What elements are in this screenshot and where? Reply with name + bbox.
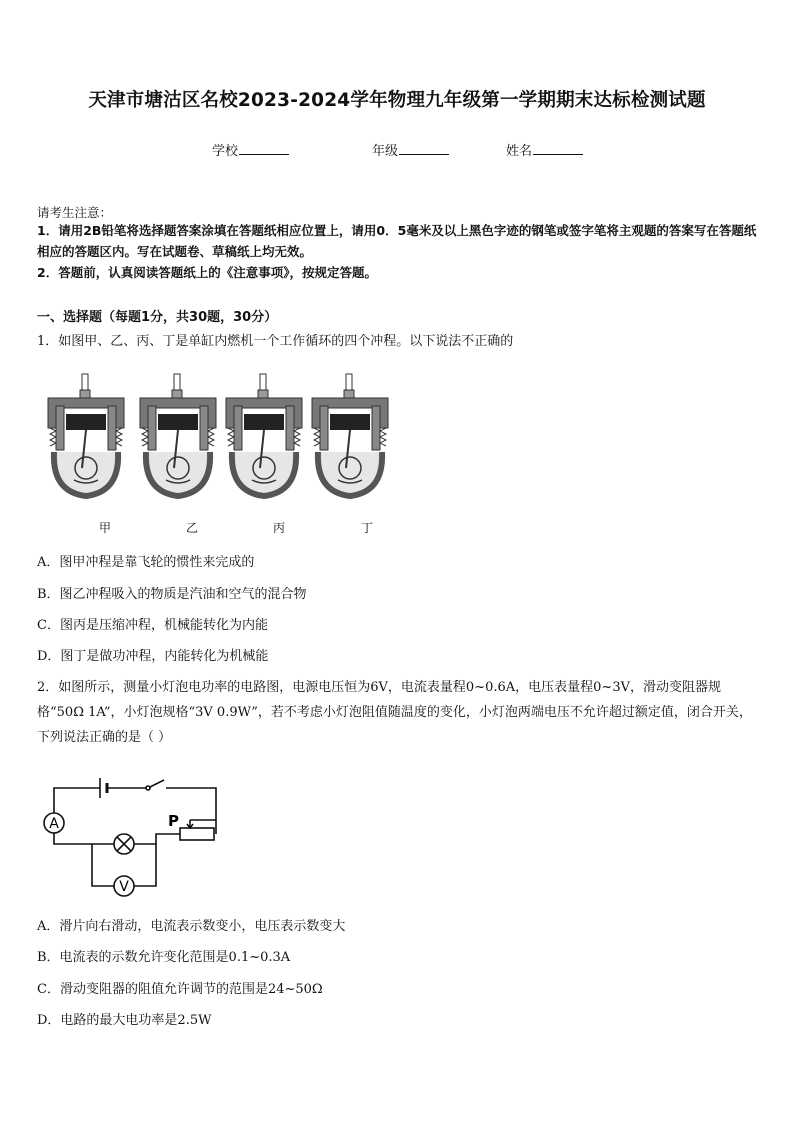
engine-ding xyxy=(312,374,388,496)
school-label: 学校 xyxy=(212,144,239,159)
engine-jia xyxy=(48,374,124,496)
q1-option-b: B．图乙冲程吸入的物质是汽油和空气的混合物 xyxy=(37,587,307,602)
circuit-figure xyxy=(40,776,230,900)
grade-blank xyxy=(399,142,449,155)
name-field xyxy=(506,140,583,159)
q2-option-a: A．滑片向右滑动，电流表示数变小，电压表示数变大 xyxy=(37,919,346,934)
engine-label-ding: 丁 xyxy=(361,521,374,535)
q2-stem: 2．如图所示，测量小灯泡电功率的电路图，电源电压恒为6V，电流表量程0~0.6A，电压表量程0~3V，滑动变阻器规格“50Ω 1A”，小灯泡规格“3V 0.9W”，若不考虑小灯泡阻值随温度的变化，小灯泡两端电压不允许超过额定值，闭合开关，下列说法正确的是（ ） xyxy=(37,680,752,745)
school-blank xyxy=(239,142,289,155)
engine-label-jia: 甲 xyxy=(99,521,112,535)
notice-item-1: 1．请用2B铅笔将选择题答案涂填在答题纸相应位置上，请用0．5毫米及以上黑色字迹的钢笔或签字笔将主观题的答案写在答题纸相应的答题区内。写在试题卷、草稿纸上均无效。 xyxy=(37,223,757,259)
engine-bing xyxy=(226,374,302,496)
notice-item-2: 2．答题前，认真阅读答题纸上的《注意事项》，按规定答题。 xyxy=(37,265,377,280)
engine-label-yi: 乙 xyxy=(186,521,199,535)
page-title: 天津市塘沽区名校2023-2024学年物理九年级第一学期期末达标检测试题 xyxy=(88,90,706,111)
voltmeter-icon xyxy=(114,876,134,896)
section-heading: 一、选择题（每题1分，共30题，30分） xyxy=(37,310,278,325)
q1-option-d: D．图丁是做功冲程，内能转化为机械能 xyxy=(37,649,269,664)
q1-option-a: A．图甲冲程是靠飞轮的惯性来完成的 xyxy=(37,555,255,570)
engine-label-bing: 丙 xyxy=(273,521,286,535)
q2-option-c: C．滑动变阻器的阻值允许调节的范围是24~50Ω xyxy=(37,982,323,997)
grade-field xyxy=(372,140,449,159)
svg-text:V: V xyxy=(119,879,129,895)
q2-option-d: D．电路的最大电功率是2.5W xyxy=(37,1013,212,1028)
slider-label: P xyxy=(168,812,179,830)
lamp-icon xyxy=(114,834,134,854)
name-label: 姓名 xyxy=(506,144,533,159)
q1-option-c: C．图丙是压缩冲程，机械能转化为内能 xyxy=(37,618,268,633)
school-field xyxy=(212,140,289,159)
q2-option-b: B．电流表的示数允许变化范围是0.1~0.3A xyxy=(37,950,291,965)
name-blank xyxy=(533,142,583,155)
engine-yi xyxy=(140,374,216,496)
notice-heading: 请考生注意： xyxy=(37,205,113,220)
svg-text:A: A xyxy=(49,816,59,832)
grade-label: 年级 xyxy=(372,144,399,159)
engine-strokes-figure xyxy=(40,368,400,513)
q1-stem: 1．如图甲、乙、丙、丁是单缸内燃机一个工作循环的四个冲程。以下说法不正确的 xyxy=(37,334,514,349)
ammeter-icon xyxy=(44,813,64,833)
